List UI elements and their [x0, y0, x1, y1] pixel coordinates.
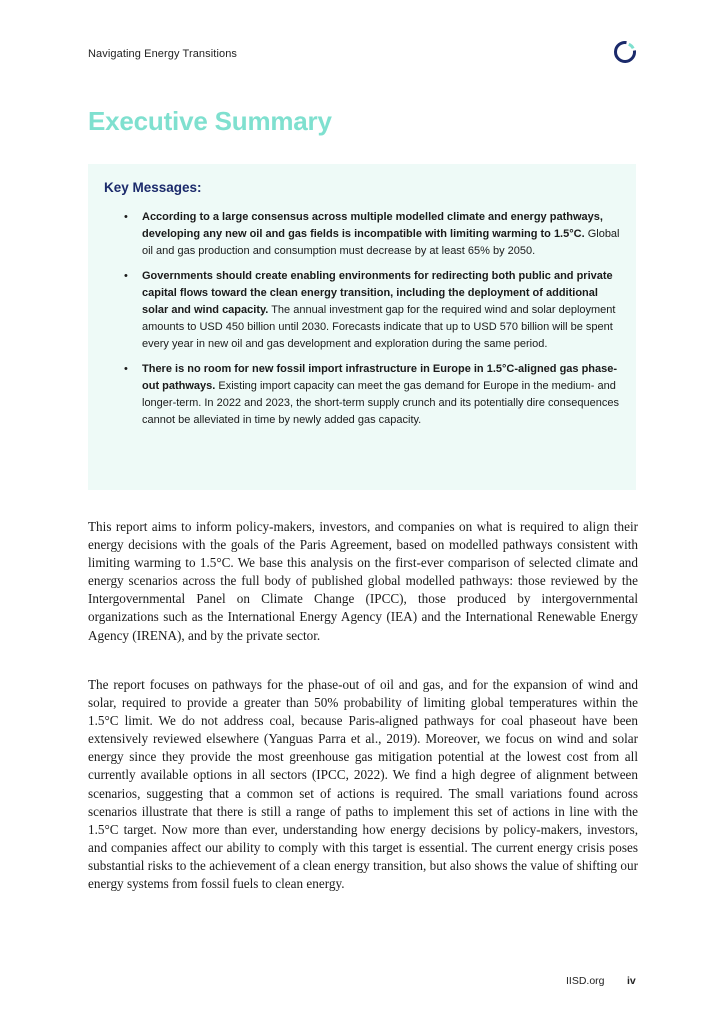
key-messages-list [120, 209, 620, 437]
body-paragraph-2: The report focuses on pathways for the phase-out of oil and gas, and for the expansion of wind and solar, required to provide a greater than 50% probability of limiting global temperatures within the 1.5°C limit. We do not address coal, because Paris-aligned pathways for coal phaseout have been extensively reviewed elsewhere (Yanguas Parra et al., 2019). Moreover, we focus on wind and solar energy since they provide the most greenhouse gas mitigation potential at the lowest cost from all currently available options in all sectors (IPCC, 2022). We find a high degree of alignment between scenarios, suggesting that a common set of actions is required. The small variations found across scenarios illustrate that there is still a range of paths to implement this set of actions in line with the 1.5°C target. Now more than ever, understanding how energy decisions by policy-makers, investors, and companies affect our ability to comply with this target is essential. The current energy crisis poses substantial risks to the achievement of a clean energy transition, but also shows the value of shifting our energy systems from fossil fuels to clean energy. [88, 677, 638, 892]
key-message-bold: There is no room for new fossil import infrastructure in Europe in 1.5°C-aligned gas phase-out pathways. [142, 363, 618, 392]
key-message-text: Global oil and gas production and consumption must decrease by at least 65% by 2050. [142, 228, 620, 257]
key-message-text: Existing import capacity can meet the gas demand for Europe in the medium- and longer-term. In 2022 and 2023, the short-term supply crunch and its potentially dire consequences cannot be alleviated in time by newly added gas capacity. [142, 380, 619, 426]
body-paragraph-1: This report aims to inform policy-makers, investors, and companies on what is required to align their energy decisions with the goals of the Paris Agreement, based on modelled pathways consistent with limiting warming to 1.5°C. We base this analysis on the first-ever comparison of selected climate and energy scenarios across the full body of published global modelled pathways: those reviewed by the Intergovernmental Panel on Climate Change (IPCC), those produced by intergovernmental organizations such as the International Energy Agency (IEA) and the International Renewable Energy Agency (IRENA), and by the private sector. [88, 519, 638, 643]
key-message-bold: Governments should create enabling environments for redirecting both public and private capital flows toward the clean energy transition, including the deployment of additional solar and wind capacity. [142, 270, 613, 316]
iisd-ring-icon [613, 40, 637, 64]
key-message-bold: According to a large consensus across multiple modelled climate and energy pathways, developing any new oil and gas fields is incompatible with limiting warming to 1.5°C. [142, 211, 603, 240]
key-message-item [120, 209, 620, 260]
footer-site-link[interactable]: IISD.org [566, 975, 605, 987]
running-header: Navigating Energy Transitions [88, 48, 238, 60]
key-message-item [120, 268, 620, 353]
bullet: • [124, 211, 128, 223]
key-message-item [120, 361, 620, 429]
page-title: Executive Summary [88, 106, 332, 136]
key-message-text: The annual investment gap for the required wind and solar deployment amounts to USD 450 billion until 2030. Forecasts indicate that up to USD 570 billion will be spent every year in new oil and gas development and exploration during the same period. [142, 304, 616, 350]
bullet: • [124, 270, 128, 282]
key-messages-heading: Key Messages: [104, 180, 202, 195]
page-number: iv [627, 975, 636, 987]
bullet: • [124, 363, 128, 375]
key-messages-box [88, 164, 636, 490]
